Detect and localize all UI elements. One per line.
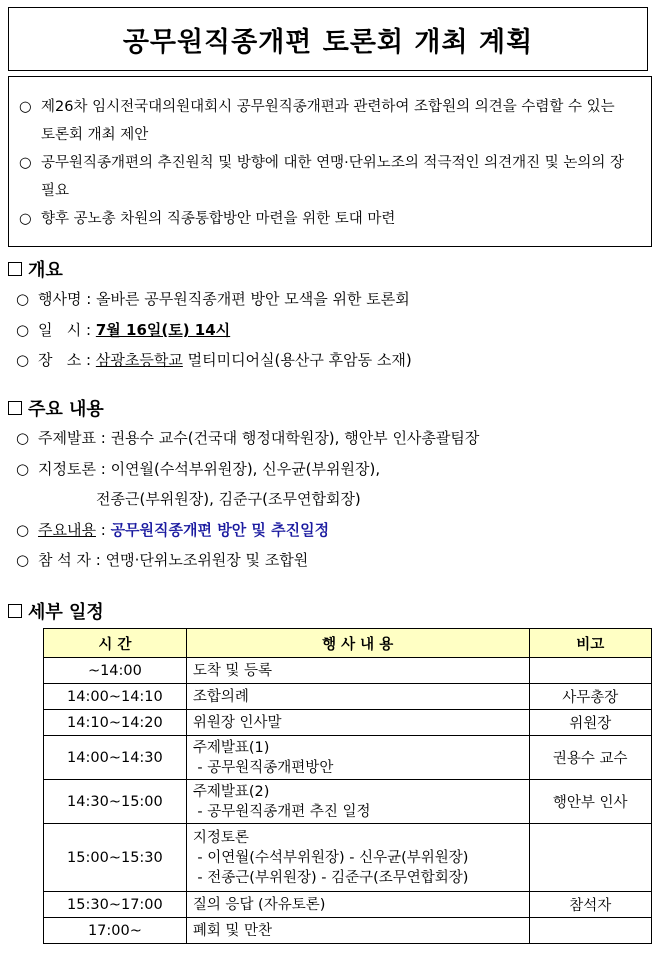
content-sep: :	[95, 520, 111, 539]
document-title: 공무원직종개편 토론회 개최 계획	[122, 26, 534, 58]
content-line: - 전종근(부위원장) - 김준구(조무연합회장)	[192, 869, 469, 886]
topic-value: 권용수 교수(건국대 행정대학원장), 행안부 인사총괄팀장	[110, 429, 480, 447]
content-line	[8, 515, 648, 546]
content-line: 폐회 및 만찬	[192, 922, 273, 939]
content-cell	[186, 684, 529, 710]
panel-line	[8, 454, 648, 485]
date-label: 일 시 :	[38, 320, 96, 339]
table-row	[44, 892, 652, 918]
section-title: 개요	[28, 260, 63, 281]
content-line: 위원장 인사말	[192, 714, 282, 731]
bullet-icon: ○	[16, 429, 30, 447]
table-row	[44, 710, 652, 736]
time-cell: 17:00~	[44, 918, 187, 944]
time-cell: 14:10~14:20	[44, 710, 187, 736]
place-label: 장 소 :	[38, 351, 96, 369]
content-cell	[186, 824, 529, 892]
content-line: - 공무원직종개편방안	[192, 759, 334, 776]
time-cell: 14:00~14:10	[44, 684, 187, 710]
overview-heading	[8, 254, 648, 284]
note-cell	[529, 824, 651, 892]
table-header-row	[44, 629, 652, 658]
time-cell: ~14:00	[44, 658, 187, 684]
intro-text: 공무원직종개편의 추진원칙 및 방향에 대한 연맹·단위노조의 적극적인 의견개진 및 논의의 장 필요	[41, 155, 624, 199]
section-title: 세부 일정	[28, 602, 104, 623]
bullet-icon: ○	[16, 520, 30, 539]
bullet-icon: ○	[16, 351, 30, 369]
place-line	[8, 345, 648, 376]
panel-value-2: 전종근(부위원장), 김준구(조무연합회장)	[96, 490, 361, 508]
intro-item	[19, 93, 641, 149]
note-cell	[529, 918, 651, 944]
schedule-section	[8, 596, 648, 626]
intro-text: 제26차 임시전국대의원대회시 공무원직종개편과 관련하여 조합원의 의견을 수렴할 수 있는 토론회 개최 제안	[41, 99, 615, 143]
place-value-underlined: 삼광초등학교	[95, 351, 183, 369]
checkbox-icon	[8, 262, 22, 276]
attend-label: 참 석 자 :	[38, 551, 106, 569]
event-value: 올바른 공무원직종개편 방안 모색을 위한 토론회	[96, 290, 410, 308]
table-row	[44, 824, 652, 892]
date-value: 7월 16일(토) 14시	[95, 320, 231, 339]
date-line	[8, 315, 648, 346]
content-cell	[186, 780, 529, 824]
content-cell	[186, 918, 529, 944]
content-label: 주요내용	[38, 520, 96, 539]
header-content: 행 사 내 용	[186, 629, 529, 658]
content-line: 질의 응답 (자유토론)	[192, 896, 326, 913]
table-row	[44, 658, 652, 684]
bullet-icon: ○	[16, 320, 30, 339]
time-cell: 14:30~15:00	[44, 780, 187, 824]
content-value: 공무원직종개편 방안 및 추진일정	[110, 520, 330, 539]
checkbox-icon	[8, 401, 22, 415]
section-title: 주요 내용	[28, 399, 104, 420]
overview-section	[8, 254, 648, 376]
event-line	[8, 284, 648, 315]
content-cell	[186, 658, 529, 684]
title-box	[8, 7, 648, 71]
header-note: 비고	[529, 629, 651, 658]
content-cell	[186, 736, 529, 780]
intro-text: 향후 공노총 차원의 직종통합방안 마련을 위한 토대 마련	[41, 211, 396, 227]
bullet-icon: ○	[19, 155, 32, 171]
table-row	[44, 780, 652, 824]
content-line: 주제발표(2)	[192, 783, 270, 800]
main-heading	[8, 393, 648, 423]
content-cell	[186, 710, 529, 736]
note-cell: 위원장	[529, 710, 651, 736]
time-cell: 15:00~15:30	[44, 824, 187, 892]
bullet-icon: ○	[16, 290, 30, 308]
table-row	[44, 918, 652, 944]
content-line: - 공무원직종개편 추진 일정	[192, 803, 371, 820]
intro-item	[19, 149, 641, 205]
note-cell: 참석자	[529, 892, 651, 918]
bullet-icon: ○	[16, 459, 30, 478]
content-line: 주제발표(1)	[192, 739, 270, 756]
attend-value: 연맹·단위노조위원장 및 조합원	[105, 551, 309, 569]
checkbox-icon	[8, 604, 22, 618]
table-row	[44, 736, 652, 780]
bullet-icon: ○	[16, 551, 30, 569]
time-cell: 15:30~17:00	[44, 892, 187, 918]
panel-label: 지정토론 :	[38, 459, 111, 478]
intro-box	[8, 76, 652, 247]
time-cell: 14:00~14:30	[44, 736, 187, 780]
topic-line	[8, 423, 648, 454]
content-cell	[186, 892, 529, 918]
bullet-icon: ○	[19, 99, 32, 115]
schedule-heading	[8, 596, 648, 626]
panel-value: 이연월(수석부위원장), 신우균(부위원장),	[110, 459, 381, 478]
main-section	[8, 393, 648, 576]
content-line: 도착 및 등록	[192, 662, 273, 679]
note-cell	[529, 658, 651, 684]
panel-line-2	[8, 484, 648, 515]
event-label: 행사명 :	[38, 290, 97, 308]
topic-label: 주제발표 :	[38, 429, 111, 447]
note-cell: 행안부 인사	[529, 780, 651, 824]
attend-line	[8, 545, 648, 576]
note-cell: 사무총장	[529, 684, 651, 710]
bullet-icon: ○	[19, 211, 32, 227]
content-line: 지정토론	[192, 829, 249, 846]
note-cell: 권용수 교수	[529, 736, 651, 780]
header-time: 시 간	[44, 629, 187, 658]
schedule-table	[43, 628, 652, 944]
table-row	[44, 684, 652, 710]
intro-item	[19, 205, 641, 233]
content-line: 조합의례	[192, 688, 249, 705]
place-value: 멀티미디어실(용산구 후암동 소재)	[182, 351, 412, 369]
content-line: - 이연월(수석부위원장) - 신우균(부위원장)	[192, 849, 469, 866]
